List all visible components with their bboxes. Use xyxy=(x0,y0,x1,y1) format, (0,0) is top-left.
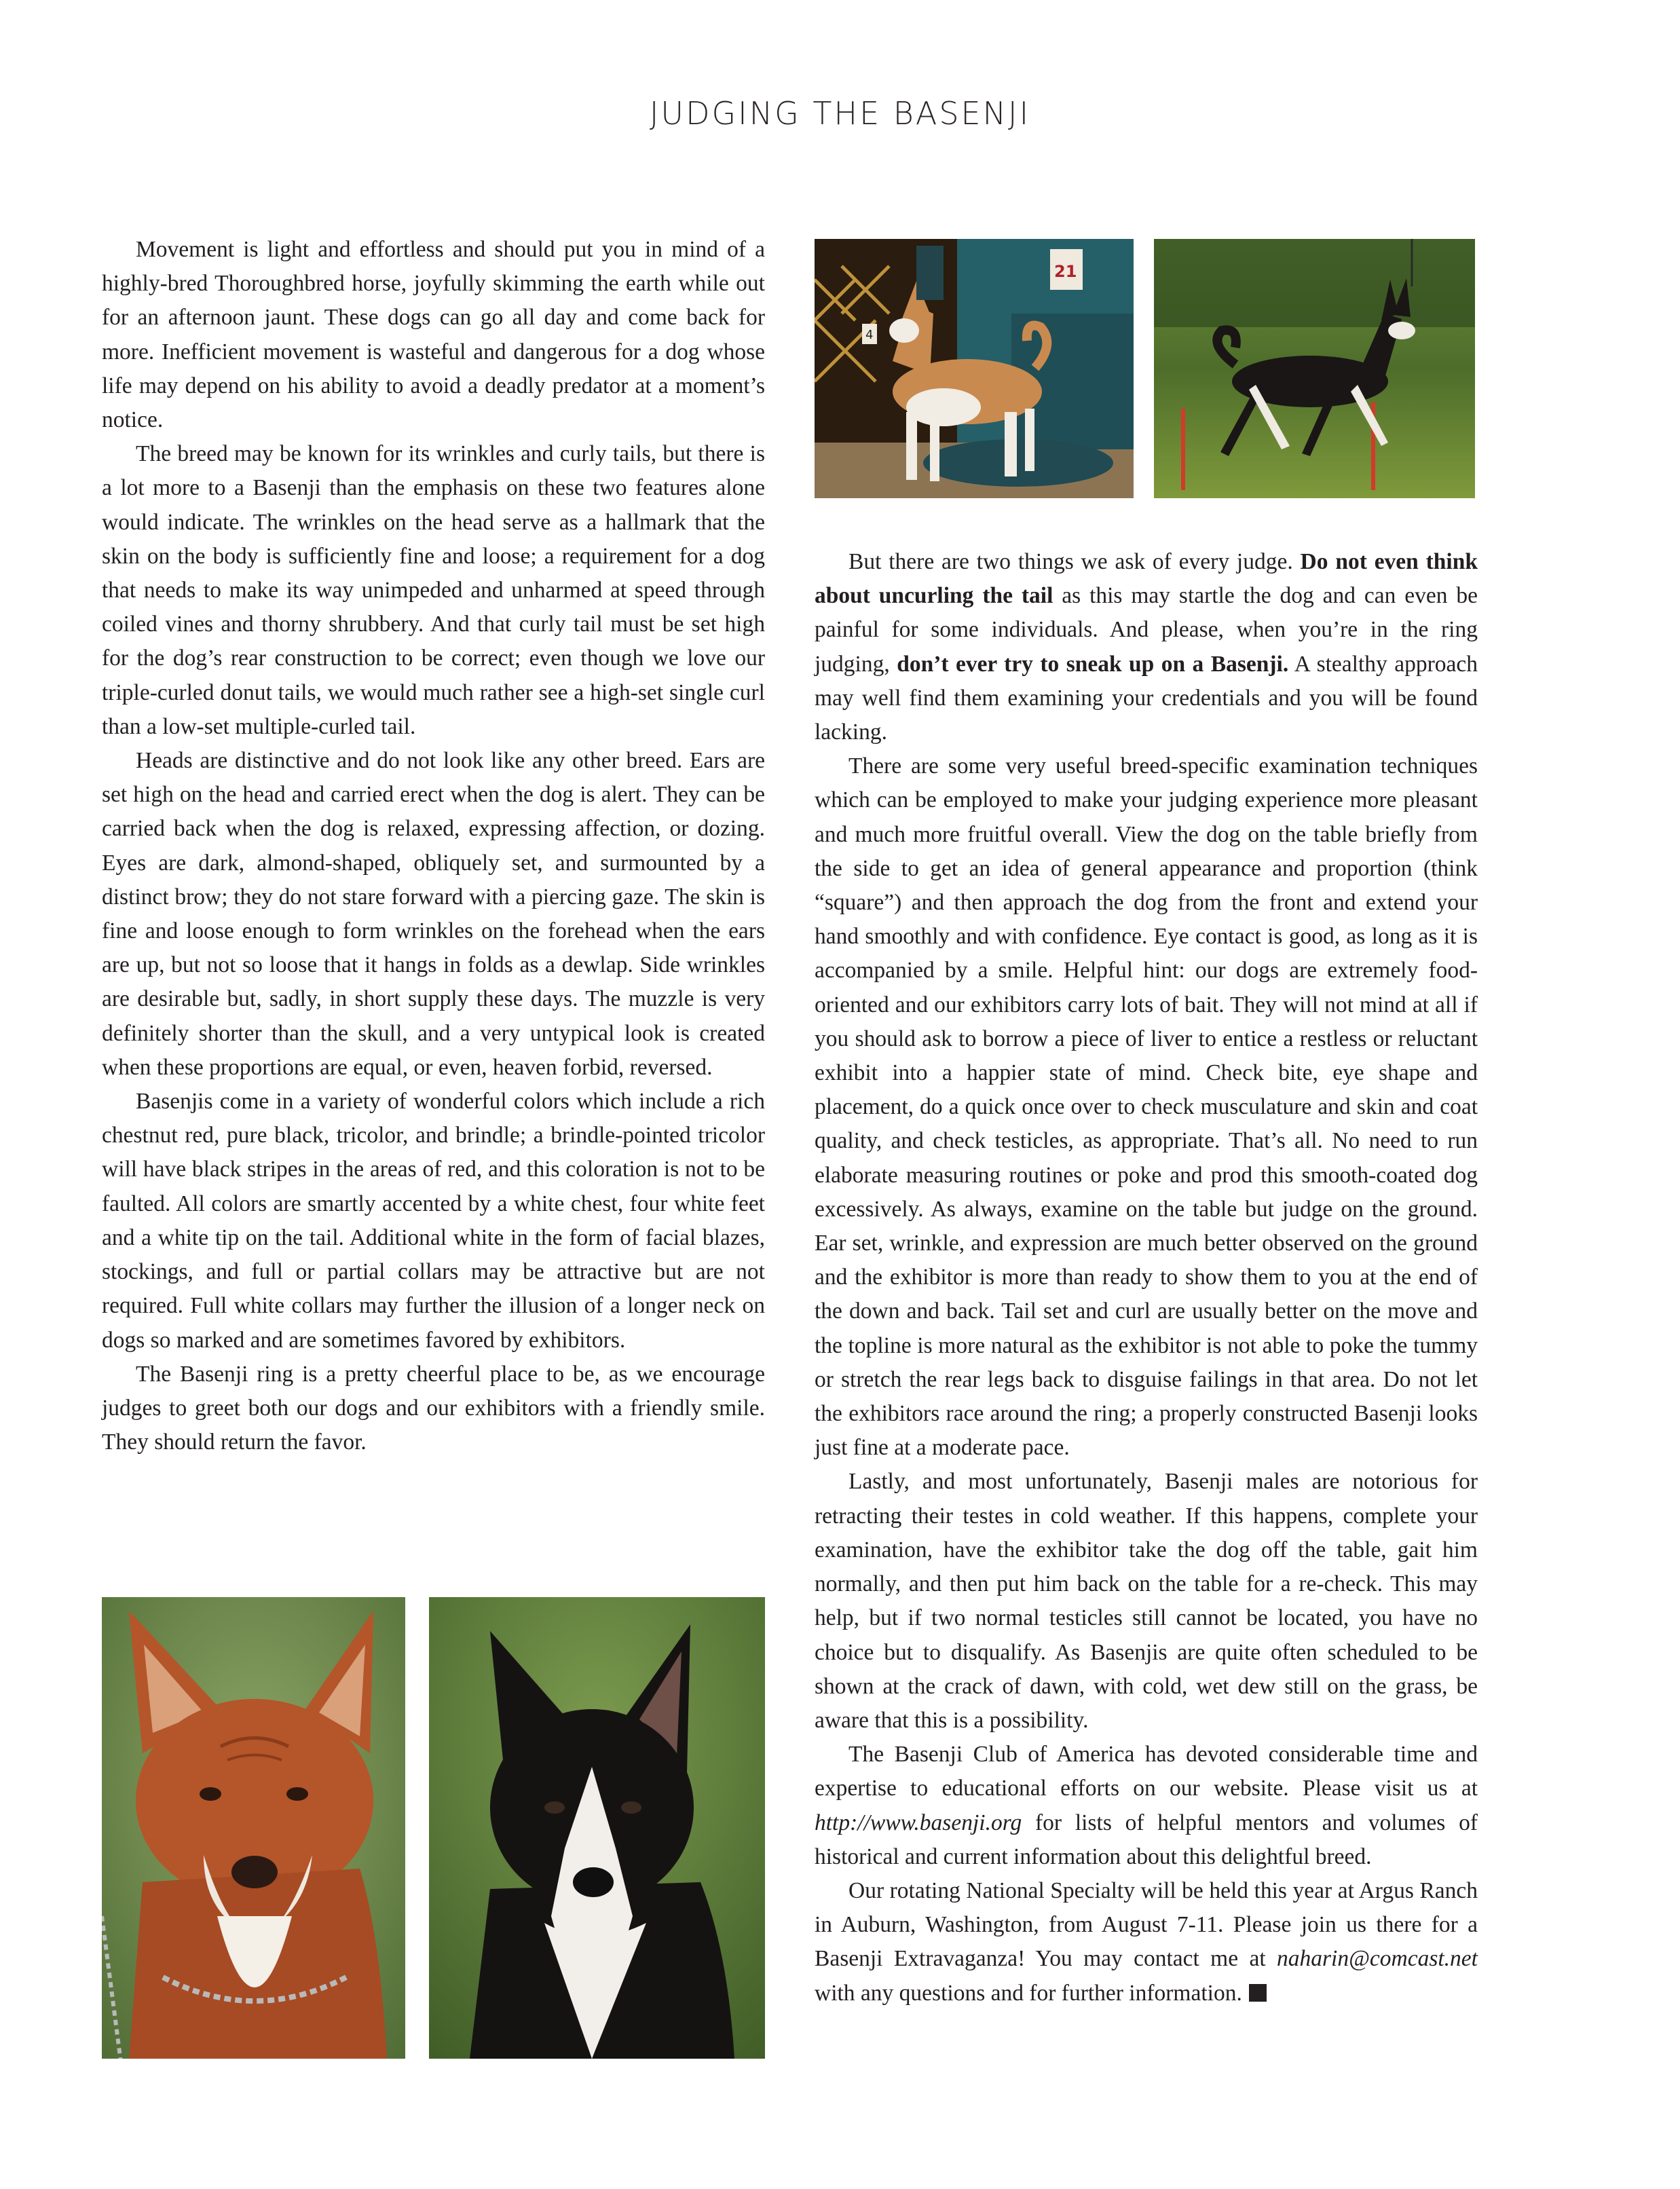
photo-basenji-gaiting xyxy=(1154,239,1475,498)
paragraph-two-things xyxy=(815,545,1478,749)
bold-sneak-warning: don’t ever try to sneak up on a Basenji. xyxy=(897,651,1289,677)
photo-basenji-stacked-show xyxy=(815,239,1134,498)
paragraph-testes: Lastly, and most unfortunately, Basenji males are notorious for retracting their testes in cold weather. If this happens, complete your examination, have the exhibitor take the dog off the table, gait him normally, and then put him back on the table for a re-check. This may help, but if two normal testicles still cannot be located, you have no choice but to disqualify. As Basenjis are quite often scheduled to be shown at the crack of dawn, with cold, wet dew still on the grass, be aware that this is a possibility. xyxy=(815,1469,1478,1733)
photo-red-basenji-head xyxy=(102,1597,405,2059)
paragraph-movement: Movement is light and effortless and should put you in mind of a highly-bred Thoroughbred horse, joyfully skimming the earth while out for an afternoon jaunt. These dogs can go all day and come back for more. Inefficient movement is wasteful and dangerous for a dog whose life may depend on his ability to avoid a deadly predator at a moment’s notice. xyxy=(102,237,765,433)
paragraph-ring: The Basenji ring is a pretty cheerful place to be, as we encourage judges to greet both our dogs and our exhibitors with a friendly smile. They should return the favor. xyxy=(102,1361,765,1455)
website-link[interactable]: http://www.basenji.org xyxy=(815,1810,1022,1835)
end-of-article-mark xyxy=(1249,1984,1267,2002)
text-segment: But there are two things we ask of every judge. xyxy=(848,549,1301,574)
paragraph-examination: There are some very useful breed-specific examination techniques which can be employed to make your judging experience more pleasant and much more fruitful overall. View the dog on the table briefly from the side to get an idea of general appearance and proportion (think “square”) and then approach the dog from the front and extend your hand smoothly and with confidence. Eye contact is good, as long as it is accompanied by a smile. Helpful hint: our dogs are extremely food-oriented and our exhibitors carry lots of bait. They will not mind at all if you should ask to borrow a piece of liver to entice a restless or reluctant exhibit into a happier state of mind. Check bite, eye shape and placement, do a quick once over to check musculature and skin and coat quality, and check testicles, as appropriate. That’s all. No need to run elaborate measuring routines or poke and prod this smooth-coated dog excessively. As always, examine on the table but judge on the ground. Ear set, wrinkle, and expression are much better observed on the ground and the exhibitor is more than ready to show them to you at the end of the down and back. Tail set and curl are usually better on the move and the topline is more natural as the exhibitor is not able to poke the tummy or stretch the rear legs back to disguise failings in that area. Do not let the exhibitors race around the ring; a properly constructed Basenji looks just fine at a moderate pace. xyxy=(815,753,1478,1461)
text-segment: for lists of helpful mentors and volumes of historical and current information about this delightful breed. xyxy=(815,1810,1478,1869)
email-link[interactable]: naharin@comcast.net xyxy=(1277,1946,1478,1972)
bold-tail-warning: Do not even think about uncurling the tail xyxy=(815,549,1478,609)
photo-black-white-basenji-head xyxy=(429,1597,765,2059)
right-text-column xyxy=(815,545,1478,2010)
left-text-column xyxy=(102,233,765,1459)
paragraph-wrinkles-tails: The breed may be known for its wrinkles and curly tails, but there is a lot more to a Basenji than the emphasis on these two features alone would indicate. The wrinkles on the head serve as a hallmark that the skin on the body is sufficiently fine and loose; a requirement for a dog that needs to make its way unimpeded and unharmed at speed through coiled vines and thorny shrubbery. And that curly tail must be set high for the dog’s rear construction to be correct; even though we love our triple-curled donut tails, we would much rather see a high-set single curl than a low-set multiple-curled tail. xyxy=(102,441,765,739)
paragraph-colors: Basenjis come in a variety of wonderful colors which include a rich chestnut red, pure black, tricolor, and brindle; a brindle-pointed tricolor will have black stripes in the areas of red, and this coloration is not to be faulted. All colors are smartly accented by a white chest, four white feet and a white tip on the tail. Additional white in the form of facial blazes, stockings, and full or partial collars may be attractive but are not required. Full white collars may further the illusion of a longer neck on dogs so marked and are sometimes favored by exhibitors. xyxy=(102,1089,765,1353)
page-title: JUDGING THE BASENJI xyxy=(649,95,1031,132)
paragraph-club-website xyxy=(815,1738,1478,1874)
text-segment: Our rotating National Specialty will be held this year at Argus Ranch in Auburn, Washington, from August 7-11. Please join us there for a Basenji Extravaganza! You may contact me at xyxy=(815,1877,1478,1972)
paragraph-national-specialty xyxy=(815,1874,1478,2010)
armband-number: 21 xyxy=(1054,262,1077,281)
text-segment: The Basenji Club of America has devoted considerable time and expertise to educational efforts on our website. Please visit us at xyxy=(815,1742,1478,1801)
text-segment: A stealthy approach may well find them examining your credentials and you will be found lacking. xyxy=(815,651,1478,745)
paragraph-heads: Heads are distinctive and do not look like any other breed. Ears are set high on the head and carried erect when the dog is alert. They can be carried back when the dog is relaxed, expressing affection, or dozing. Eyes are dark, almond-shaped, obliquely set, and surmounted by a distinct brow; they do not stare forward with a piercing gaze. The skin is fine and loose enough to form wrinkles on the forehead when the ears are up, but not so loose that it hangs in folds as a dewlap. Side wrinkles are desirable but, sadly, in short supply these days. The muzzle is very definitely shorter than the skull, and a very untypical look is created when these proportions are equal, or even, heaven forbid, reversed. xyxy=(102,748,765,1080)
text-segment: with any questions and for further information. xyxy=(815,1980,1242,2006)
text-segment: as this may startle the dog and can even be painful for some individuals. And please, when you’re in the ring judging, xyxy=(815,583,1478,677)
stack-number: 4 xyxy=(865,328,874,342)
